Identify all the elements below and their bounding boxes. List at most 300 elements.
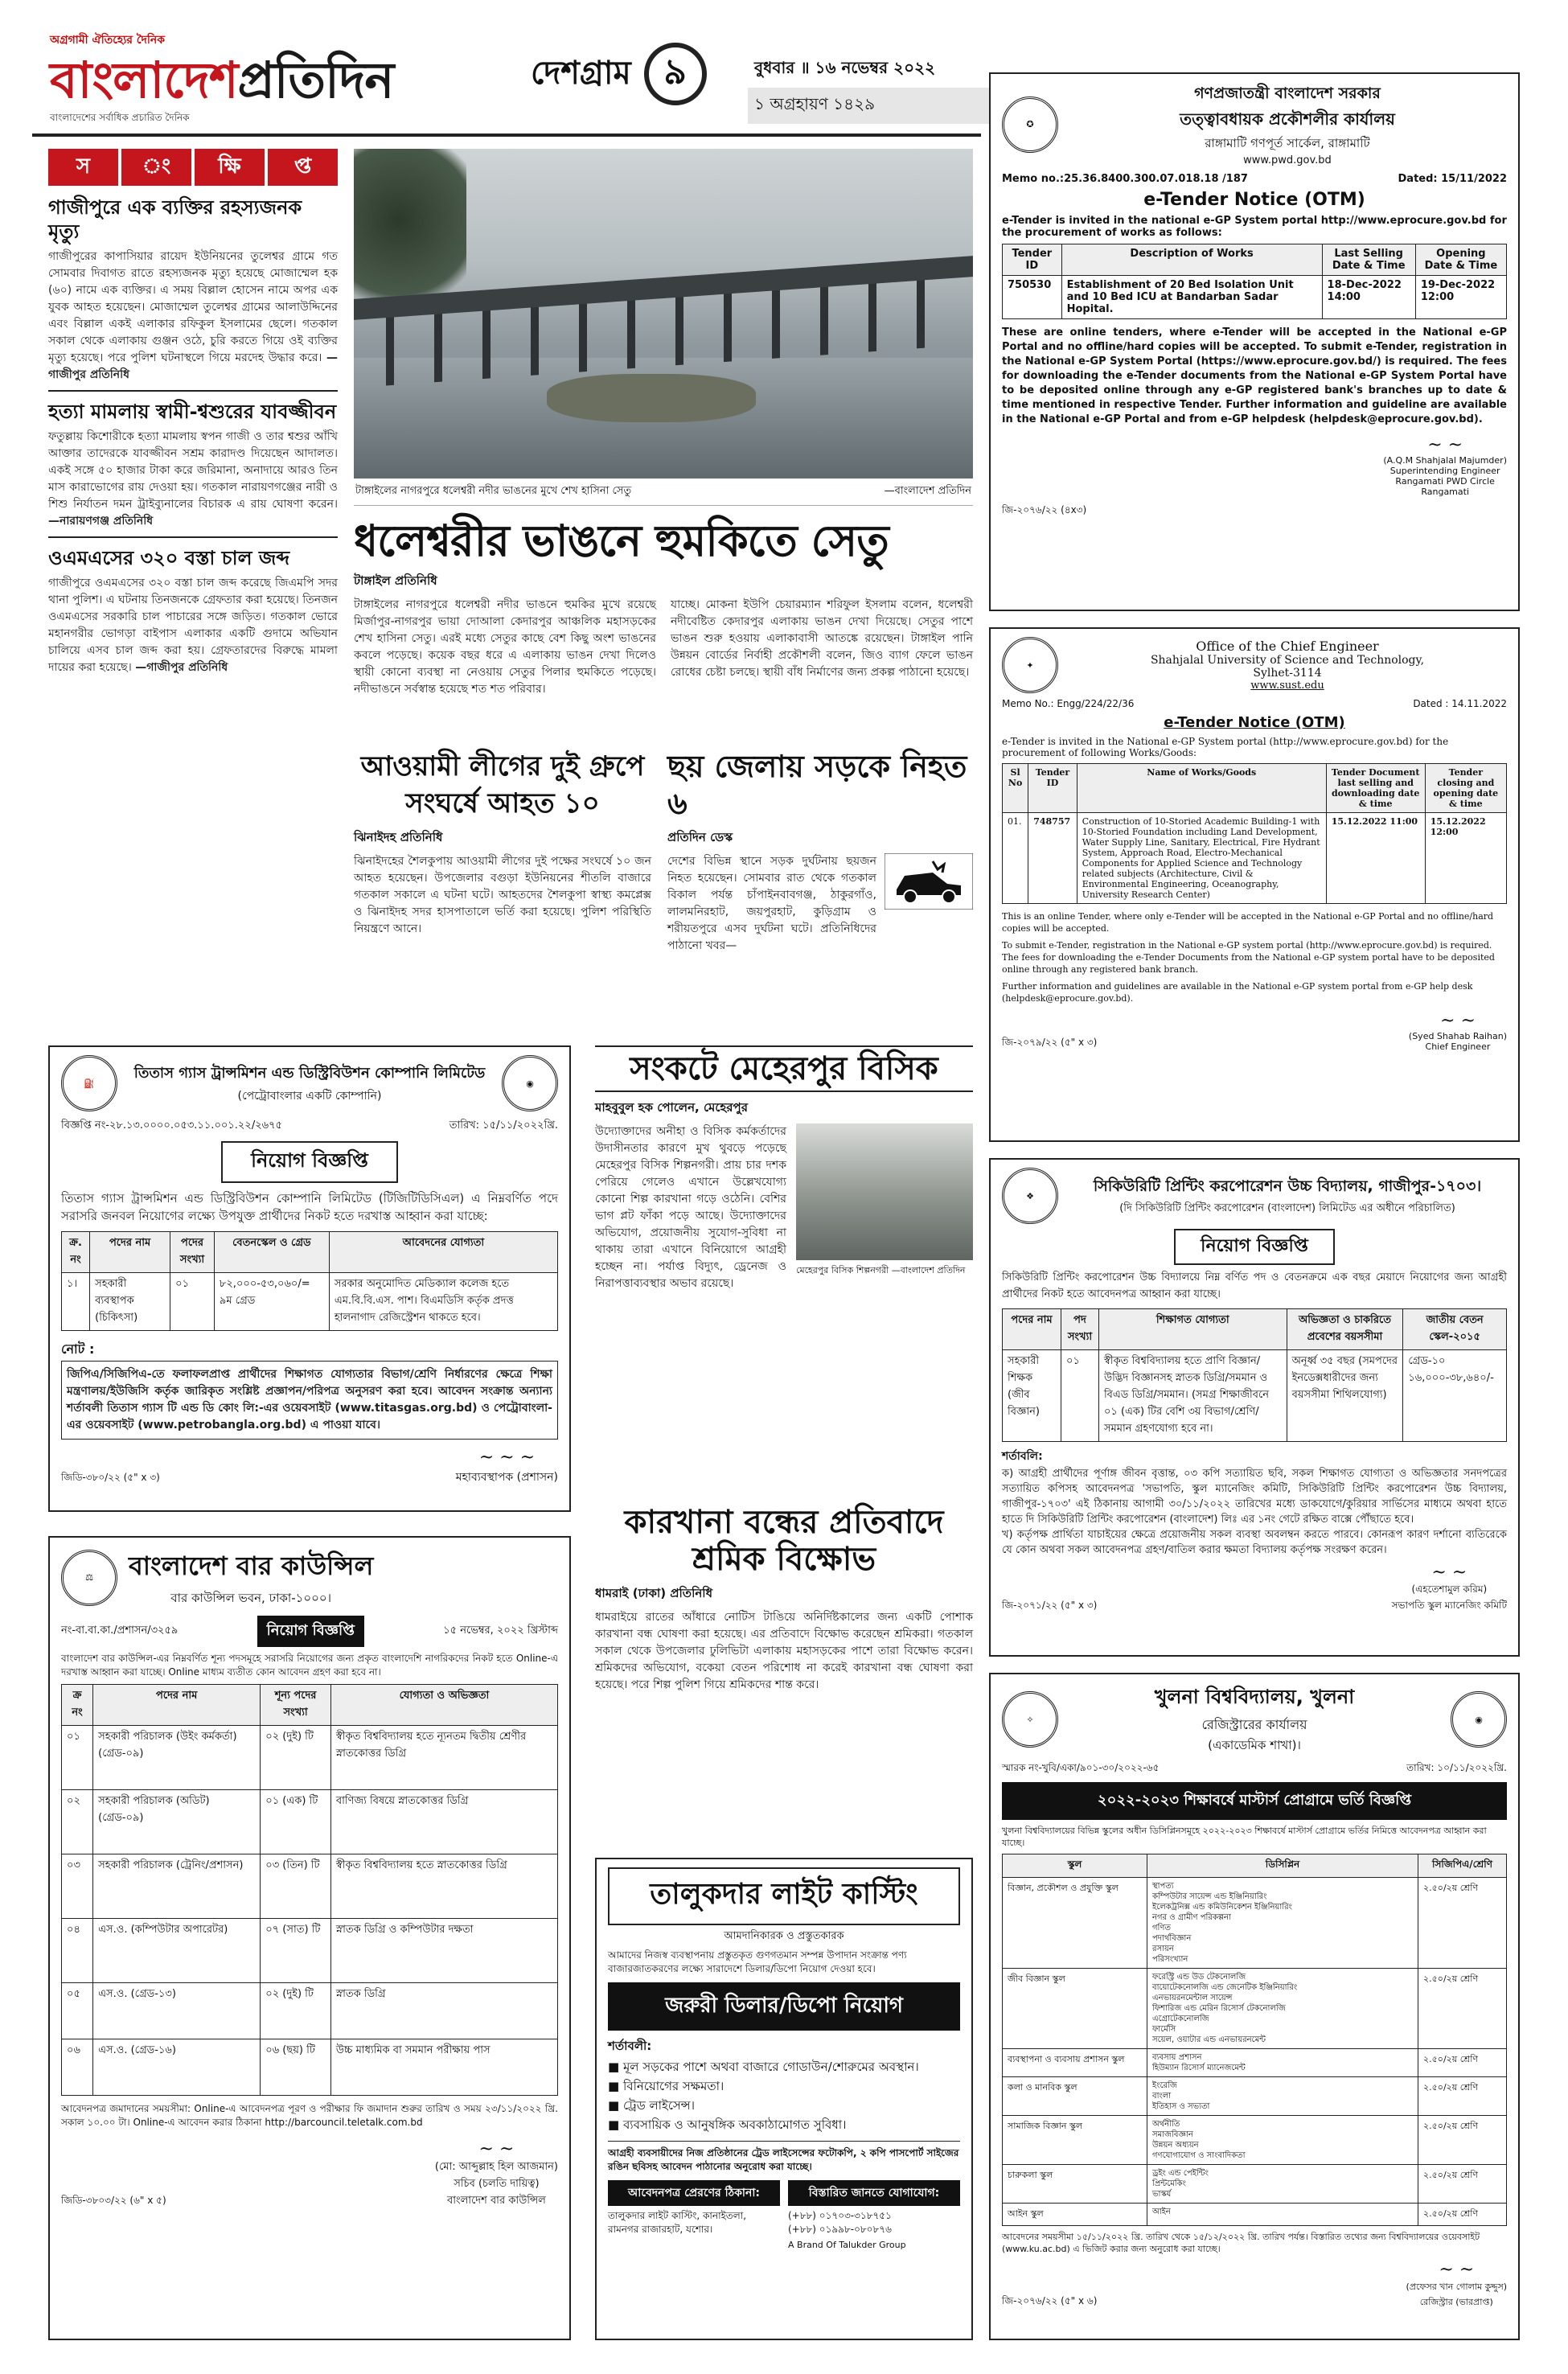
table-cell: ০১ (এক) টি <box>261 1790 331 1854</box>
titas-memo: বিজ্ঞপ্তি নং-২৮.১৩.০০০০.০৫৩.১১.০০১.২২/২৬৭৫ <box>61 1119 282 1132</box>
university-logo-icon: ✦ <box>1002 637 1058 693</box>
school-logo-icon: ❖ <box>1002 1168 1058 1224</box>
table-cell: সহকারী শিক্ষক (জীব বিজ্ঞান) <box>1003 1350 1061 1442</box>
table-header-cell: Name of Works/Goods <box>1077 764 1326 813</box>
table-header-cell: বেতনস্কেল ও গ্রেড <box>214 1232 329 1273</box>
table-header-cell: Last Selling Date & Time <box>1322 244 1415 276</box>
section-name: দেশগ্রাম <box>531 54 631 92</box>
sust-body-2: To submit e-Tender, registration in the National e-GP system portal (http://www.eprocure.gov.bd) is required. The fees for downloading the e-Tender Documents from the National e-GP system portal have to be deposited online through any registered bank branch. <box>1002 940 1495 975</box>
table-cell <box>1147 1878 1418 1969</box>
signature-icon: ~ ~ <box>478 2139 515 2159</box>
table-header <box>62 1685 558 1726</box>
main-headline[interactable]: ধলেশ্বরীর ভাঙনে হুমকিতে সেতু <box>354 515 889 566</box>
table-cell: কলা ও মানবিক স্কুল <box>1003 2077 1147 2116</box>
security-intro: সিকিউরিটি প্রিন্টিং করপোরেশন উচ্চ বিদ্যালয়ে নিম্ন বর্ণিত পদ ও বেতনক্রমে এক বছর মেয়াদে নিয়োগের জন্য আগ্রহী প্রার্থীদের নিকট হতে আবেদনপত্র আহ্বান করা যাচ্ছে। <box>1002 1271 1507 1300</box>
table-header-cell: Opening Date & Time <box>1415 244 1506 276</box>
list-item: ■ ব্যবসায়িক ও আনুষঙ্গিক অবকাঠামোগত সুবিধা। <box>608 2117 847 2132</box>
discipline: ফরেস্ট্রি এন্ড উড টেকনোলজি <box>1152 1973 1246 1982</box>
condition-text: ট্রেড লাইসেন্স। <box>622 2098 695 2113</box>
table-header <box>1003 1854 1507 1878</box>
table-header-cell: Sl No <box>1003 764 1028 813</box>
table-header-cell: Tender closing and opening date & time <box>1425 764 1506 813</box>
story-accident-headline[interactable]: ছয় জেলায় সড়কে নিহত ৬ <box>667 748 967 821</box>
security-sign-name: (এহতেশামুল করিম) <box>1411 1583 1488 1595</box>
table-cell: স্বীকৃত বিশ্ববিদ্যালয় হতে প্রাণি বিজ্ঞান/উদ্ভিদ বিজ্ঞানসহ স্নাতক ডিগ্রি/সমমান ও বিএড ডিগ্রি/সমমান। (সমগ্র শিক্ষাজীবনে ০১ (এক) টির বেশি ৩য় বিভাগ/শ্রেণি/সমমান গ্রহণযোগ্য হবে না। <box>1098 1350 1287 1442</box>
brief-text <box>48 429 338 530</box>
table-row <box>1003 1878 1507 1969</box>
pwd-title: e-Tender Notice (OTM) <box>1143 190 1365 210</box>
government-seal-icon: ✪ <box>1002 97 1058 153</box>
table-header-cell: অভিজ্ঞতা ও চাকরিতে প্রবেশের বয়সসীমা <box>1287 1309 1403 1350</box>
titas-sign-title: মহাব্যবস্থাপক (প্রশাসন) <box>455 1471 558 1484</box>
story-accident-byline: প্রতিদিন ডেস্ক <box>667 830 733 844</box>
sust-title: e-Tender Notice (OTM) <box>1164 714 1345 731</box>
newspaper-logo[interactable] <box>50 31 393 127</box>
khulna-office: রেজিস্ট্রারের কার্যালয় <box>1201 1717 1307 1732</box>
table-cell: ০৭ (সাত) টি <box>261 1919 331 1983</box>
talukder-address: তালুকদার লাইট কাস্টিং, কানাইতলা, রামনগর রাজারহাট, যশোর। <box>608 2210 747 2235</box>
brief-item[interactable] <box>48 195 338 392</box>
table-cell: উচ্চ মাধ্যমিক বা সমমান পরীক্ষায় পাস <box>330 2039 557 2096</box>
table-cell: 18-Dec-2022 14:00 <box>1322 276 1415 319</box>
bar-address: বার কাউন্সিল ভবন, ঢাকা-১০০০। <box>170 1591 332 1605</box>
brief-title[interactable]: গাজীপুরে এক ব্যক্তির রহস্যজনক মৃত্যু <box>48 196 302 243</box>
ad-sust-tender <box>989 627 1520 1142</box>
table-cell: সহকারী পরিচালক (ট্রেনিং/প্রশাসন) <box>93 1854 261 1919</box>
table-header-cell: ক্র নং <box>62 1685 93 1726</box>
table-cell: ২.৫০/২য় শ্রেণি <box>1418 2077 1507 2116</box>
table-cell: স্নাতক ডিগ্রি ও কম্পিউটার দক্ষতা <box>330 1919 557 1983</box>
discipline: কম্পিউটার সায়েন্স এন্ড ইঞ্জিনিয়ারিং <box>1152 1892 1267 1901</box>
portrait-icon: ◉ <box>502 1055 558 1111</box>
khulna-sign-name: (প্রফেসর খান গোলাম কুদ্দুস) <box>1406 2282 1507 2292</box>
date-box <box>748 51 989 124</box>
khulna-ref: জি-২০৭৬/২২ (৫" x ৬) <box>1002 2295 1098 2306</box>
bar-ref: জিডি-৩৮০৩/২২ (৬" x ৫) <box>61 2195 166 2206</box>
table-cell <box>1147 2204 1418 2226</box>
main-story-col2: যাচ্ছে। মোকনা ইউপি চেয়ারম্যান শরিফুল ইসলাম বলেন, ধলেশ্বরী নদীবেষ্টিত কেদারপুর এলাকায় ভাঙন দেখা দিয়েছে। সেতুর পাশে ভাঙন শুরু হওয়ায় এলাকাবাসী আতঙ্কে রয়েছেন। টাঙ্গাইল পানি উন্নয়ন বোর্ডের নির্বাহী প্রকৌশলী বলেন, জিও ব্যাগ ফেলে ভাঙন রোধের চেষ্টা চলছে। স্থায়ী বাঁধ নির্মাণের জন্য প্রকল্প পাঠানো হয়েছে। <box>671 598 973 679</box>
khulna-memo: স্মারক নং-খুবি/একা/৯০১-৩০/২০২২-৬৫ <box>1002 1762 1160 1773</box>
table-cell: সরকার অনুমোদিত মেডিক্যাল কলেজ হতে এম.বি.বি.এস. পাশ। বিএমডিসি কর্তৃক প্রদত্ত হালনাগাদ রেজিস্ট্রেশন থাকতে হবে। <box>329 1273 557 1331</box>
sust-org: Office of the Chief Engineer <box>1196 639 1379 654</box>
table-header-cell: Tender ID <box>1003 244 1062 276</box>
bar-memo: নং-বা.বা.কা./প্রশাসন/৩২৫৯ <box>61 1624 179 1637</box>
table-header-cell: পদের সংখ্যা <box>170 1232 215 1273</box>
brief-signature: —গাজীপুর প্রতিনিধি <box>135 661 228 674</box>
talukder-address-label: আবেদনপত্র প্রেরণের ঠিকানা: <box>608 2180 780 2206</box>
table-header <box>1003 1309 1507 1350</box>
table-cell: সামাজিক বিজ্ঞান স্কুল <box>1003 2116 1147 2165</box>
story-meherpur-body: উদ্যোক্তাদের অনীহা ও বিসিক কর্মকর্তাদের উদাসীনতার কারণে মুখ থুবড়ে পড়েছে মেহেরপুর বিসিক শিল্পনগরী। প্রায় চার দশক পেরিয়ে গেলেও এখানে উল্লেখযোগ্য কোনো শিল্প কারখানা গড়ে ওঠেনি। বেশির ভাগ প্লট ফাঁকা পড়ে আছে। উদ্যোক্তাদের অভিযোগ, প্রয়োজনীয় সুযোগ-সুবিধা না থাকায় তারা এখানে বিনিয়োগে আগ্রহী হচ্ছেন না। পর্যাপ্ত বিদ্যুৎ, ড্রেনেজ ও নিরাপত্তাব্যবস্থার অভাব রয়েছে। <box>595 1125 786 1290</box>
pwd-memo: Memo no.:25.36.8400.300.07.018.18 /187 <box>1002 173 1248 185</box>
discipline: ড্রইং এন্ড পেইন্টিং <box>1152 2169 1209 2178</box>
discipline: পদার্থবিজ্ঞান <box>1152 1934 1192 1943</box>
table-row <box>1003 2116 1507 2165</box>
table-cell: ০১ <box>170 1273 215 1331</box>
date-gregorian: বুধবার ॥ ১৬ নভেম্বর ২০২২ <box>754 58 936 77</box>
table-header-cell: শূন্য পদের সংখ্যা <box>261 1685 331 1726</box>
bar-org: বাংলাদেশ বার কাউন্সিল <box>129 1550 374 1581</box>
table-header-cell: শিক্ষাগত যোগ্যতা <box>1098 1309 1287 1350</box>
table-row <box>62 2039 558 2096</box>
table-cell: ০২ <box>62 1790 93 1854</box>
table-cell: ০৪ <box>62 1919 93 1983</box>
table-cell: ২.৫০/২য় শ্রেণি <box>1418 2116 1507 2165</box>
discipline: রসায়ন <box>1152 1945 1174 1953</box>
table-header-cell: জাতীয় বেতন স্কেল-২০১৫ <box>1403 1309 1507 1350</box>
table-header-cell: আবেদনের যোগ্যতা <box>329 1232 557 1273</box>
table-cell: 01. <box>1003 813 1028 904</box>
table-row <box>62 1790 558 1854</box>
main-story-body <box>354 597 973 698</box>
bar-date: ১৫ নভেম্বর, ২০২২ খ্রিস্টাব্দ <box>443 1624 558 1637</box>
talukder-cond-label: শর্তাবলী: <box>608 2039 652 2053</box>
pwd-sign-circle: Rangamati PWD Circle <box>1395 476 1495 487</box>
table-row <box>1003 276 1507 319</box>
logo-word-red: বাংলাদেশ <box>50 51 238 109</box>
table-cell: Establishment of 20 Bed Isolation Unit and 10 Bed ICU at Bandarban Sadar Hopital. <box>1061 276 1322 319</box>
sust-ref: জি-২০৭৯/২২ (৫" x ৩) <box>1002 1037 1098 1048</box>
talukder-intro: আমাদের নিজস্ব ব্যবস্থাপনায় প্রস্তুতকৃত গুণগতমান সম্পন্ন উপাদান সংক্রান্ত পণ্য বাজারজাতকরণের লক্ষ্যে সারাদেশে ডিলার/ডিপো নিয়োগ দেওয়া হবে। <box>608 1949 907 1974</box>
main-story-col1: টাঙ্গাইলের নাগরপুরে ধলেশ্বরী নদীর ভাঙনে হুমকির মুখে রয়েছে মির্জাপুর-নাগরপুর ভায়া দোআলা কেদারপুর আঞ্চলিক মহাসড়কের শেখ হাসিনা সেতু। এরই মধ্যে সেতুর কাছে বেশ কিছু অংশ ভাঙনের কবলে পড়েছে। কয়েক বছর ধরে এ এলাকায় ভাঙন দেখা দিলেও স্থায়ী কোনো ব্যবস্থা না নেওয়ায় সেতুর পিলার হুমকিতে পড়েছে। নদীভাঙনে সর্বস্বান্ত হয়েছে শত শত পরিবার। <box>354 598 656 696</box>
discipline: আইন <box>1152 2208 1171 2216</box>
pwd-org: গণপ্রজাতন্ত্রী বাংলাদেশ সরকার <box>1194 84 1381 102</box>
discipline: এগ্রোটেকনোলজি <box>1152 2015 1209 2023</box>
portrait-icon: ◉ <box>1451 1691 1507 1748</box>
brief-signature: —নারায়ণগঞ্জ প্রতিনিধি <box>48 515 154 528</box>
table-row <box>62 1273 558 1331</box>
meherpur-credit: —বাংলাদেশ প্রতিদিন <box>891 1265 966 1275</box>
logo-word-dark: প্রতিদিন <box>237 51 394 109</box>
table-row <box>62 1919 558 1983</box>
table-cell: ৮২,০০০-৫৩,০৬০/= ৯ম গ্রেড <box>214 1273 329 1331</box>
table-cell: এস.ও. (গ্রেড-১৩) <box>93 1983 261 2039</box>
table-cell: 15.12.2022 12:00 <box>1425 813 1506 904</box>
table-cell: ২.৫০/২য় শ্রেণি <box>1418 1878 1507 1969</box>
signature-icon: ~ ~ <box>1439 2260 1475 2280</box>
sust-sign-title: Chief Engineer <box>1425 1041 1491 1052</box>
titas-intro: তিতাস গ্যাস ট্রান্সমিশন এন্ড ডিস্ট্রিবিউশন কোম্পানি লিমিটেড (টিজিটিডিসিএল) এ নিম্নবর্ণিত পদে সরাসরি জনবল নিয়োগের লক্ষ্যে উপযুক্ত প্রার্থীদের নিকট হতে দরখাস্ত আহ্বান করা যাচ্ছে: <box>61 1191 558 1223</box>
brief-item[interactable] <box>48 546 338 683</box>
table-cell: সহকারী পরিচালক (উইং কর্মকর্তা) (গ্রেড-০৯) <box>93 1726 261 1790</box>
photo-sandbar <box>547 374 756 422</box>
sust-memo: Memo No.: Engg/224/22/36 <box>1002 698 1135 709</box>
security-org: সিকিউরিটি প্রিন্টিং করপোরেশন উচ্চ বিদ্যালয়, গাজীপুর-১৭০৩। <box>1093 1177 1482 1195</box>
story-clash-headline[interactable]: আওয়ামী লীগের দুই গ্রুপে সংঘর্ষে আহত ১০ <box>360 750 645 819</box>
table-cell <box>1147 2165 1418 2204</box>
discipline: ফার্মেসি <box>1152 2025 1176 2034</box>
table-cell: চারুকলা স্কুল <box>1003 2165 1147 2204</box>
condition-text: ব্যবসায়িক ও আনুষঙ্গিক অবকাঠামোগত সুবিধা। <box>622 2117 847 2132</box>
meherpur-photo[interactable] <box>796 1123 973 1260</box>
table-cell: এস.ও. (গ্রেড-১৬) <box>93 2039 261 2096</box>
briefs-column <box>48 149 338 913</box>
ad-security-printing <box>989 1158 1520 1657</box>
list-item: ■ বিনিয়োগের সক্ষমতা। <box>608 2079 724 2093</box>
logo-tagline: অগ্রগামী ঐতিহ্যের দৈনিক <box>50 34 166 47</box>
table-cell: ০১ <box>62 1726 93 1790</box>
table-cell: ০২ (দুই) টি <box>261 1726 331 1790</box>
khulna-date: তারিখ: ১০/১১/২০২২খ্রি. <box>1406 1762 1507 1773</box>
table-header-cell: পদ সংখ্যা <box>1061 1309 1099 1350</box>
sust-body-1: This is an online Tender, where only e-Tender will be accepted in the National e-GP Portal and no offline/hard copies will be accepted. <box>1002 911 1494 934</box>
caption-text: টাঙ্গাইলের নাগরপুরে ধলেশ্বরী নদীর ভাঙনের মুখে শেখ হাসিনা সেতু <box>355 485 632 497</box>
titas-ref: জিডি-৩৮০/২২ (৫" x ৩) <box>61 1472 160 1483</box>
pwd-circle: রাঙ্গামাটি গণপূর্ত সার্কেল, রাঙ্গামাটি <box>1205 136 1370 150</box>
titas-note: জিপিএ/সিজিপিএ-তে ফলাফলপ্রাপ্ত প্রার্থীদের শিক্ষাগত যোগ্যতার বিভাগ/শ্রেণি নির্ধারণের ক্ষেত্রে শিক্ষা মন্ত্রণালয়/ইউজিসি কর্তৃক জারিকৃত সংশ্লিষ্ট প্রজ্ঞাপন/পরিপত্র অনুসরণ করা হবে। আবেদন সংক্রান্ত অন্যান্য শর্তাবলী তিতাস গ্যাস টি এন্ড ডি কোং লি:-এর ওয়েবসাইট (www.titasgas.org.bd) ও পেট্রোবাংলা-এর ওয়েবসাইট (www.petrobangla.org.bd) এ পাওয়া যাবে। <box>61 1361 558 1440</box>
signature-icon: ~ ~ <box>1431 1563 1467 1583</box>
story-factory-body: ধামরাইয়ে রাতের আঁধারে নোটিস টাঙিয়ে অনির্দিষ্টকালের জন্য একটি পোশাক কারখানা বন্ধ ঘোষণা করা হয়েছে। এর প্রতিবাদে বিক্ষোভ করেছেন শ্রমিকরা। গতকাল সকাল থেকে উপজেলার ঢুলিভিটা এলাকায় মহাসড়কের পাশে তারা বিক্ষোভ করেন। শ্রমিকদের অভিযোগ, বকেয়া বেতন পরিশোধ না করেই কারখানা বন্ধ ঘোষণা করা হয়েছে। পরে শিল্প পুলিশ গিয়ে শ্রমিকদের শান্ত করে। <box>595 1611 973 1691</box>
table-row <box>1003 1969 1507 2049</box>
pwd-sign-name: (A.Q.M Shahjalal Majumder) <box>1383 455 1507 466</box>
sust-univ: Shahjalal University of Science and Technology, <box>1150 654 1425 667</box>
signature-icon: ~ ~ <box>1427 435 1463 455</box>
titas-table <box>61 1231 558 1331</box>
story-road-accident <box>667 748 973 1037</box>
brief-signature: —গাজীপুর প্রতিনিধি <box>48 351 338 381</box>
table-cell: ২.৫০/২য় শ্রেণি <box>1418 2049 1507 2077</box>
table-cell: বাণিজ্য বিষয়ে স্নাতকোত্তর ডিগ্রি <box>330 1790 557 1854</box>
table-header-cell: ডিসিপ্লিন <box>1147 1854 1418 1878</box>
bridge-photo[interactable] <box>354 149 973 478</box>
pwd-date: Dated: 15/11/2022 <box>1398 173 1507 185</box>
discipline: ব্যবসায় প্রশাসন <box>1152 2053 1202 2062</box>
ad-titas-gas <box>48 1045 571 1512</box>
sust-date: Dated : 14.11.2022 <box>1413 698 1507 709</box>
table-cell: আইন স্কুল <box>1003 2204 1147 2226</box>
table-cell: এস.ও. (কম্পিউটার অপারেটর) <box>93 1919 261 1983</box>
table-row <box>1003 2165 1507 2204</box>
car-crash-icon <box>885 853 973 910</box>
discipline: হিউম্যান রিসোর্স ম্যানেজমেন্ট <box>1152 2064 1246 2072</box>
discipline: অর্থনীতি <box>1152 2120 1180 2129</box>
table-row <box>1003 2077 1507 2116</box>
table-row <box>62 1983 558 2039</box>
security-org-sub: (দি সিকিউরিটি প্রিন্টিং করপোরেশন (বাংলাদেশ) লিমিটেড এর অধীনে পরিচালিত) <box>1119 1201 1455 1214</box>
khulna-title: ২০২২-২০২৩ শিক্ষাবর্ষে মাস্টার্স প্রোগ্রামে ভর্তি বিজ্ঞপ্তি <box>1002 1782 1507 1820</box>
brief-title[interactable]: হত্যা মামলায় স্বামী-শ্বশুরের যাবজ্জীবন <box>48 400 337 423</box>
table-cell: ০৫ <box>62 1983 93 2039</box>
bar-sign-org: বাংলাদেশ বার কাউন্সিল <box>447 2195 546 2207</box>
page-number: ৯ <box>644 43 707 105</box>
story-factory <box>595 1504 973 1842</box>
list-item: ■ মূল সড়কের পাশে অথবা বাজারে গোডাউন/শোরুমের অবস্থান। <box>608 2060 919 2074</box>
table-cell: ০৩ (তিন) টি <box>261 1854 331 1919</box>
titas-org: তিতাস গ্যাস ট্রান্সমিশন এন্ড ডিস্ট্রিবিউশন কোম্পানি লিমিটেড <box>133 1064 486 1082</box>
condition-text: বিনিয়োগের সক্ষমতা। <box>622 2079 724 2093</box>
table-cell: ১। <box>62 1273 90 1331</box>
brief-text <box>48 248 338 384</box>
talukder-note: আগ্রহী ব্যবসায়ীদের নিজ প্রতিষ্ঠানের ট্রেড লাইসেন্সের ফটোকপি, ২ কপি পাসপোর্ট সাইজের রঙিন ছবিসহ আবেদন পাঠানোর অনুরোধ করা যাচ্ছে। <box>608 2141 960 2174</box>
bar-sign-name: (মো: আব্দুল্লাহ হিল আজমান) <box>434 2161 558 2173</box>
khulna-sign-title: রেজিস্ট্রার (ভারপ্রাপ্ত) <box>1419 2297 1493 2307</box>
signature-icon: ~ ~ ~ <box>478 1448 536 1468</box>
story-factory-headline[interactable]: কারখানা বন্ধের প্রতিবাদে শ্রমিক বিক্ষোভ <box>624 1503 944 1578</box>
brief-body: গাজীপুরে ওএমএসের ৩২০ বস্তা চাল জব্দ করেছে জিএমপি সদর থানা পুলিশ। এ ঘটনায় তিনজনকে গ্রেফতার করা হয়েছে। তিনজন ওএমএসের সরকারি চাল পাচারের সঙ্গে জড়িত। গতকাল ভোরে মহানগরীর ভোগড়া বাইপাস এলাকার একটি গুদামে অভিযান চালিয়ে এসব চাল জব্দ করা হয়। গ্রেফতারদের বিরুদ্ধে মামলা দায়ের করা হয়েছে। <box>48 577 338 674</box>
table-cell <box>1147 2077 1418 2116</box>
story-accident-body: দেশের বিভিন্ন স্থানে সড়ক দুর্ঘটনায় ছয়জন নিহত হয়েছেন। সোমবার রাত থেকে গতকাল বিকাল পর্যন্ত চাঁপাইনবাবগঞ্জ, ঠাকুরগাঁও, লালমনিরহাট, জয়পুরহাট, কুড়িগ্রাম ও শরীয়তপুরে এসব দুর্ঘটনা ঘটে। প্রতিনিধিদের পাঠানো খবর— <box>667 855 876 952</box>
security-title: নিয়োগ বিজ্ঞপ্তি <box>1174 1229 1335 1265</box>
khulna-footer: আবেদনের সময়সীমা ১৫/১১/২০২২ খ্রি. তারিখ থেকে ১৫/১২/২০২২ খ্রি. তারিখ পর্যন্ত। বিস্তারিত তথ্যের জন্য বিশ্ববিদ্যালয়ের ওয়েবসাইট (www.ku.ac.bd) এ ভিজিট করার জন্য অনুরোধ করা যাচ্ছে। <box>1002 2232 1480 2254</box>
briefs-banner-letter: প্ত <box>268 149 338 186</box>
discipline: স্থাপত্য <box>1152 1882 1174 1891</box>
table-row <box>62 1726 558 1790</box>
bar-council-logo-icon: ⚖ <box>61 1550 117 1606</box>
table-header-cell: সিজিপিএ/শ্রেণি <box>1418 1854 1507 1878</box>
main-byline: টাঙ্গাইল প্রতিনিধি <box>354 573 437 588</box>
ad-talukder <box>595 1858 973 2340</box>
discipline: প্রিন্টমেকিং <box>1152 2179 1186 2188</box>
list-item: ■ ট্রেড লাইসেন্স। <box>608 2098 695 2113</box>
logo-subtitle: বাংলাদেশের সর্বাধিক প্রচারিত দৈনিক <box>50 112 190 123</box>
table-header <box>1003 244 1507 276</box>
story-meherpur-headline[interactable]: সংকটে মেহেরপুর বিসিক <box>595 1045 973 1092</box>
sust-sign-name: (Syed Shahab Raihan) <box>1408 1031 1507 1041</box>
pwd-sign-title: Superintending Engineer <box>1389 466 1500 476</box>
table-cell: ০২ (দুই) টি <box>261 1983 331 2039</box>
briefs-banner-letter: ক্ষি <box>195 149 265 186</box>
briefs-banner-letter: ং <box>121 149 191 186</box>
discipline: বায়োটেকনোলজি এন্ড জেনেটিক ইঞ্জিনিয়ারিং <box>1152 1983 1298 1992</box>
meherpur-caption: মেহেরপুর বিসিক শিল্পনগরী <box>796 1265 889 1275</box>
section-label <box>531 50 724 98</box>
security-cond-label: শর্তাবলি: <box>1002 1450 1043 1463</box>
table-cell: ব্যবস্থাপনা ও ব্যবসায় প্রশাসন স্কুল <box>1003 2049 1147 2077</box>
talukder-banner: জরুরী ডিলার/ডিপো নিয়োগ <box>608 1982 960 2031</box>
table-cell: Construction of 10-Storied Academic Building-1 with 10-Storied Foundation including Land Development, Water Supply Line, Sanitary, Electrical, Fire Hydrant System, Approach Road, Electro-Mechanical Components for Applied Science and Technology related subjects (Architecture, Civil & Environmental Engineering, Oceanography, University Research Center) <box>1077 813 1326 904</box>
discipline: গণযোগাযোগ ও সাংবাদিকতা <box>1152 2151 1246 2160</box>
briefs-banner-letter: স <box>48 149 118 186</box>
list-item: খ) কর্তৃপক্ষ প্রার্থিতা যাচাইয়ের ক্ষেত্রে প্রয়োজনীয় সকল ব্যবস্থা অবলম্বন করতে পারবে। কোনরূপ কারণ দর্শানো ব্যতিরেকে যে কোন অথবা সকল আবেদনপত্র গ্রহণ/বাতিল করার ক্ষমতা বিদ্যালয় কর্তৃপক্ষ সংরক্ষণ করেন। <box>1002 1529 1507 1556</box>
titas-title: নিয়োগ বিজ্ঞপ্তি <box>221 1141 398 1183</box>
brief-item[interactable] <box>48 400 338 538</box>
brief-title[interactable]: ওএমএসের ৩২০ বস্তা চাল জব্দ <box>48 547 290 569</box>
sust-intro: e-Tender is invited in the National e-GP System portal (http://www.eprocure.gov.bd) for the procurement of following Works/Goods: <box>1002 736 1449 758</box>
table-cell <box>1147 2116 1418 2165</box>
discipline: ইংরেজি <box>1152 2081 1177 2090</box>
table-cell: 750530 <box>1003 276 1062 319</box>
photo-caption <box>354 478 973 506</box>
khulna-branch: (একাডেমিক শাখা)। <box>1208 1738 1301 1752</box>
bar-footer: আবেদনপত্র জমাদানের সময়সীমা: Online-এ আবেদনপত্র পূরণ ও পরীক্ষার ফি জমাদান শুরুর তারিখ ও সময় ২৩/১১/২০২২ খ্রি. সকাল ১০.০০ টা। Online-এ আবেদন করার ঠিকানা http://barcouncil.teletalk.com.bd <box>61 2103 558 2128</box>
sust-city: Sylhet-3114 <box>1253 667 1322 680</box>
pwd-ref: জি-২০৭৬/২২ (৪x৩) <box>1002 504 1087 515</box>
table-header-cell: স্কুল <box>1003 1854 1147 1878</box>
pwd-table <box>1002 244 1507 319</box>
ad-pwd-tender <box>989 72 1520 611</box>
pwd-intro: e-Tender is invited in the national e-GP System portal http://www.eprocure.gov.bd for the procurement of works as follows: <box>1002 215 1507 239</box>
discipline: ইতিহাস ও সভ্যতা <box>1152 2102 1210 2111</box>
table-cell: ০১ <box>1061 1350 1099 1442</box>
table-cell: ০৬ (ছয়) টি <box>261 2039 331 2096</box>
discipline: ফিশারিজ এন্ড মেরিন রিসোর্স টেকনোলজি <box>1152 2004 1286 2013</box>
pwd-site[interactable]: www.pwd.gov.bd <box>1243 154 1332 166</box>
talukder-conditions <box>608 2057 960 2134</box>
story-clash-byline: ঝিনাইদহ প্রতিনিধি <box>354 830 443 844</box>
university-logo-icon: ✧ <box>1002 1691 1058 1748</box>
list-item: ক) আগ্রহী প্রার্থীদের পূর্ণাঙ্গ জীবন বৃত্তান্ত, ০৩ কপি সত্যায়িত ছবি, সকল শিক্ষাগত যোগ্যতা ও অভিজ্ঞতার সনদপত্রের সত্যায়িত কপিসহ আবেদনপত্র 'সভাপতি, স্কুল ম্যানেজিং কমিটি, সিকিউরিটি প্রিন্টিং করপোরেশন উচ্চ বিদ্যালয়, গাজীপুর-১৭০৩' এই ঠিকানায় আগামী ৩০/১১/২০২২ তারিখের মধ্যে ডাকযোগে/কুরিয়ার সার্ভিসের মাধ্যমে অথবা হাতে হাতে দি সিকিউরিটি প্রিন্টিং করপোরেশন (বাংলাদেশ) লিঃ এর ১নং গেটে রক্ষিত বাক্সে পৌঁছাতে হবে। <box>1002 1468 1507 1526</box>
table-header-cell: Tender Document last selling and downloading date & time <box>1326 764 1425 813</box>
bar-title: নিয়োগ বিজ্ঞপ্তি <box>257 1616 364 1647</box>
masthead <box>32 16 981 137</box>
table-cell: বিজ্ঞান, প্রকৌশল ও প্রযুক্তি স্কুল <box>1003 1878 1147 1969</box>
sust-site[interactable]: www.sust.edu <box>1250 680 1324 692</box>
table-header-cell: পদের নাম <box>93 1685 261 1726</box>
table-cell: ২.৫০/২য় শ্রেণি <box>1418 2165 1507 2204</box>
table-cell: ২.৫০/২য় শ্রেণি <box>1418 1969 1507 2049</box>
table-cell: 748757 <box>1028 813 1077 904</box>
discipline: নগর ও গ্রামীণ পরিকল্পনা <box>1152 1913 1231 1922</box>
table-header <box>1003 764 1507 813</box>
brief-body: গাজীপুরের কাপাসিয়ার রায়েদ ইউনিয়নের তুলেশ্বর গ্রামে গত সোমবার দিবাগত রাতে রহস্যজনক মৃত্যু হয়েছে মোজাম্মেল হক (৬০) নামে এক ব্যক্তির। এ সময় বিল্লাল হোসেন নামে অপর এক যুবক আহত হয়েছেন। মোজাম্মেল তুলেশ্বর গ্রামের আলাউদ্দিনের এবং বিল্লাল একই এলাকার রফিকুল ইসলামের ছেলে। গতকাল সকাল থেকে এলাকায় গুঞ্জন ওঠে, চুরি করতে গিয়ে ওই ব্যক্তির মৃত্যু হয়েছে। পরে পুলিশ ঘটনাস্থলে গিয়ে মরদেহ উদ্ধার করে। <box>48 250 338 364</box>
story-meherpur <box>595 1045 973 1480</box>
talukder-title: তালুকদার লাইট কাস্টিং <box>608 1867 960 1925</box>
table-cell: ২.৫০/২য় শ্রেণি <box>1418 2204 1507 2226</box>
discipline: গণিত <box>1152 1924 1171 1932</box>
table-cell <box>1147 2049 1418 2077</box>
titas-note-label: নোট : <box>61 1341 95 1357</box>
table-header-cell: যোগ্যতা ও অভিজ্ঞতা <box>330 1685 557 1726</box>
security-table <box>1002 1308 1507 1442</box>
main-story <box>354 149 973 792</box>
pwd-office: তত্ত্বাবধায়ক প্রকৌশলীর কার্যালয় <box>1180 109 1395 129</box>
sust-body-3: Further information and guidelines are available in the National e-GP system portal from e-GP help desk (helpdesk@eprocure.gov.bd). <box>1002 981 1473 1004</box>
khulna-table <box>1002 1854 1507 2226</box>
table-cell <box>1147 1969 1418 2049</box>
table-header <box>62 1232 558 1273</box>
bar-sign-title: সচিব (চলতি দায়িত্ব) <box>454 2178 540 2190</box>
phone-number[interactable]: (+৮৮) ০১৯৯৮-০৮০৮৭৬ <box>788 2224 892 2235</box>
table-cell: স্নাতক ডিগ্রি <box>330 1983 557 2039</box>
khulna-org: খুলনা বিশ্ববিদ্যালয়, খুলনা <box>1154 1686 1355 1708</box>
brief-text <box>48 575 338 676</box>
security-sign-title: সভাপতি স্কুল ম্যানেজিং কমিটি <box>1391 1600 1507 1611</box>
signature-icon: ~ ~ <box>1440 1011 1476 1031</box>
table-header-cell: পদের নাম <box>90 1232 170 1273</box>
table-row <box>1003 1350 1507 1442</box>
titas-date: তারিখ: ১৫/১১/২০২২খ্রি. <box>449 1119 558 1132</box>
briefs-banner <box>48 149 338 186</box>
table-header-cell: পদের নাম <box>1003 1309 1061 1350</box>
discipline: উন্নয়ন অধ্যয়ন <box>1152 2141 1199 2150</box>
table-cell: অনূর্ধ্ব ৩৫ বছর (সমপদের ইনডেক্সধারীদের জন্য বয়সসীমা শিথিলযোগ্য) <box>1287 1350 1403 1442</box>
discipline: ইলেকট্রনিক্স এন্ড কমিউনিকেশন ইঞ্জিনিয়ারিং <box>1152 1903 1292 1912</box>
talukder-contact-label: বিস্তারিত জানতে যোগাযোগ: <box>788 2180 960 2206</box>
ad-khulna-university <box>989 1673 1520 2340</box>
discipline: সয়েল, ওয়াটার এন্ড এনভায়রনমেন্ট <box>1152 2035 1266 2044</box>
table-cell: স্বীকৃত বিশ্ববিদ্যালয় হতে ন্যূনতম দ্বিতীয় শ্রেণীর স্নাতকোত্তর ডিগ্রি <box>330 1726 557 1790</box>
discipline: ভাস্কর্য <box>1152 2190 1172 2199</box>
table-header-cell: Description of Works <box>1061 244 1322 276</box>
titas-org-sub: (পেট্রোবাংলার একটি কোম্পানি) <box>237 1089 382 1103</box>
table-row <box>1003 2049 1507 2077</box>
table-cell: সহকারী পরিচালক (অডিট) (গ্রেড-০৯) <box>93 1790 261 1854</box>
table-row <box>1003 813 1507 904</box>
pwd-sign-city: Rangamati <box>1421 487 1470 497</box>
story-clash-body: ঝিনাইদহের শৈলকুপায় আওয়ামী লীগের দুই পক্ষের সংঘর্ষে ১০ জন আহত হয়েছেন। উপজেলার বগুড়া ইউনিয়নের শীতলি বাজারে গতকাল সকালে এ ঘটনা ঘটে। আহতদের শৈলকুপা স্বাস্থ্য কমপ্লেক্স ও ঝিনাইদহ সদর হাসপাতালে ভর্তি করা হয়েছে। পুলিশ পরিস্থিতি নিয়ন্ত্রণে আনে। <box>354 855 651 935</box>
table-row <box>1003 2204 1507 2226</box>
ad-bar-council <box>48 1536 571 2340</box>
story-factory-byline: ধামরাই (ঢাকা) প্রতিনিধি <box>595 1586 713 1600</box>
story-meherpur-byline: মাহবুবুল হক পোলেন, মেহেরপুর <box>595 1100 748 1115</box>
discipline: সমাজবিজ্ঞান <box>1152 2130 1193 2139</box>
khulna-intro: খুলনা বিশ্ববিদ্যালয়ের বিভিন্ন স্কুলের অধীন ডিসিপ্লিনসমূহে ২০২২-২০২৩ শিক্ষাবর্ষে মাস্টার্স প্রোগ্রামে ভর্তির নিমিত্তে আবেদনপত্র আহ্বান করা যাচ্ছে। <box>1002 1826 1487 1848</box>
table-cell: ০৬ <box>62 2039 93 2096</box>
phone-number[interactable]: (+৮৮) ০১৭০৩-৩১৮৭৫১ <box>788 2210 892 2221</box>
brief-body: ফতুল্লায় কিশোরীকে হত্যা মামলায় স্বপন গাজী ও তার শ্বশুর আঁখি আক্তার তাদেরকে যাবজ্জীবন সশ্রম কারাদণ্ড দিয়েছেন আদালত। একই সঙ্গে ৫০ হাজার টাকা করে জরিমানা, অনাদায়ে আরও তিন মাস কারাভোগের রায় দেওয়া হয়। গতকাল নারায়ণগঞ্জের নারী ও শিশু নির্যাতন দমন ট্রাইব্যুনালের বিচারক এ রায় ঘোষণা করেন। <box>48 430 338 511</box>
table-cell: গ্রেড-১০ ১৬,০০০-৩৮,৬৪০/- <box>1403 1350 1507 1442</box>
condition-text: মূল সড়কের পাশে অথবা বাজারে গোডাউন/শোরুমের অবস্থান। <box>622 2060 919 2074</box>
